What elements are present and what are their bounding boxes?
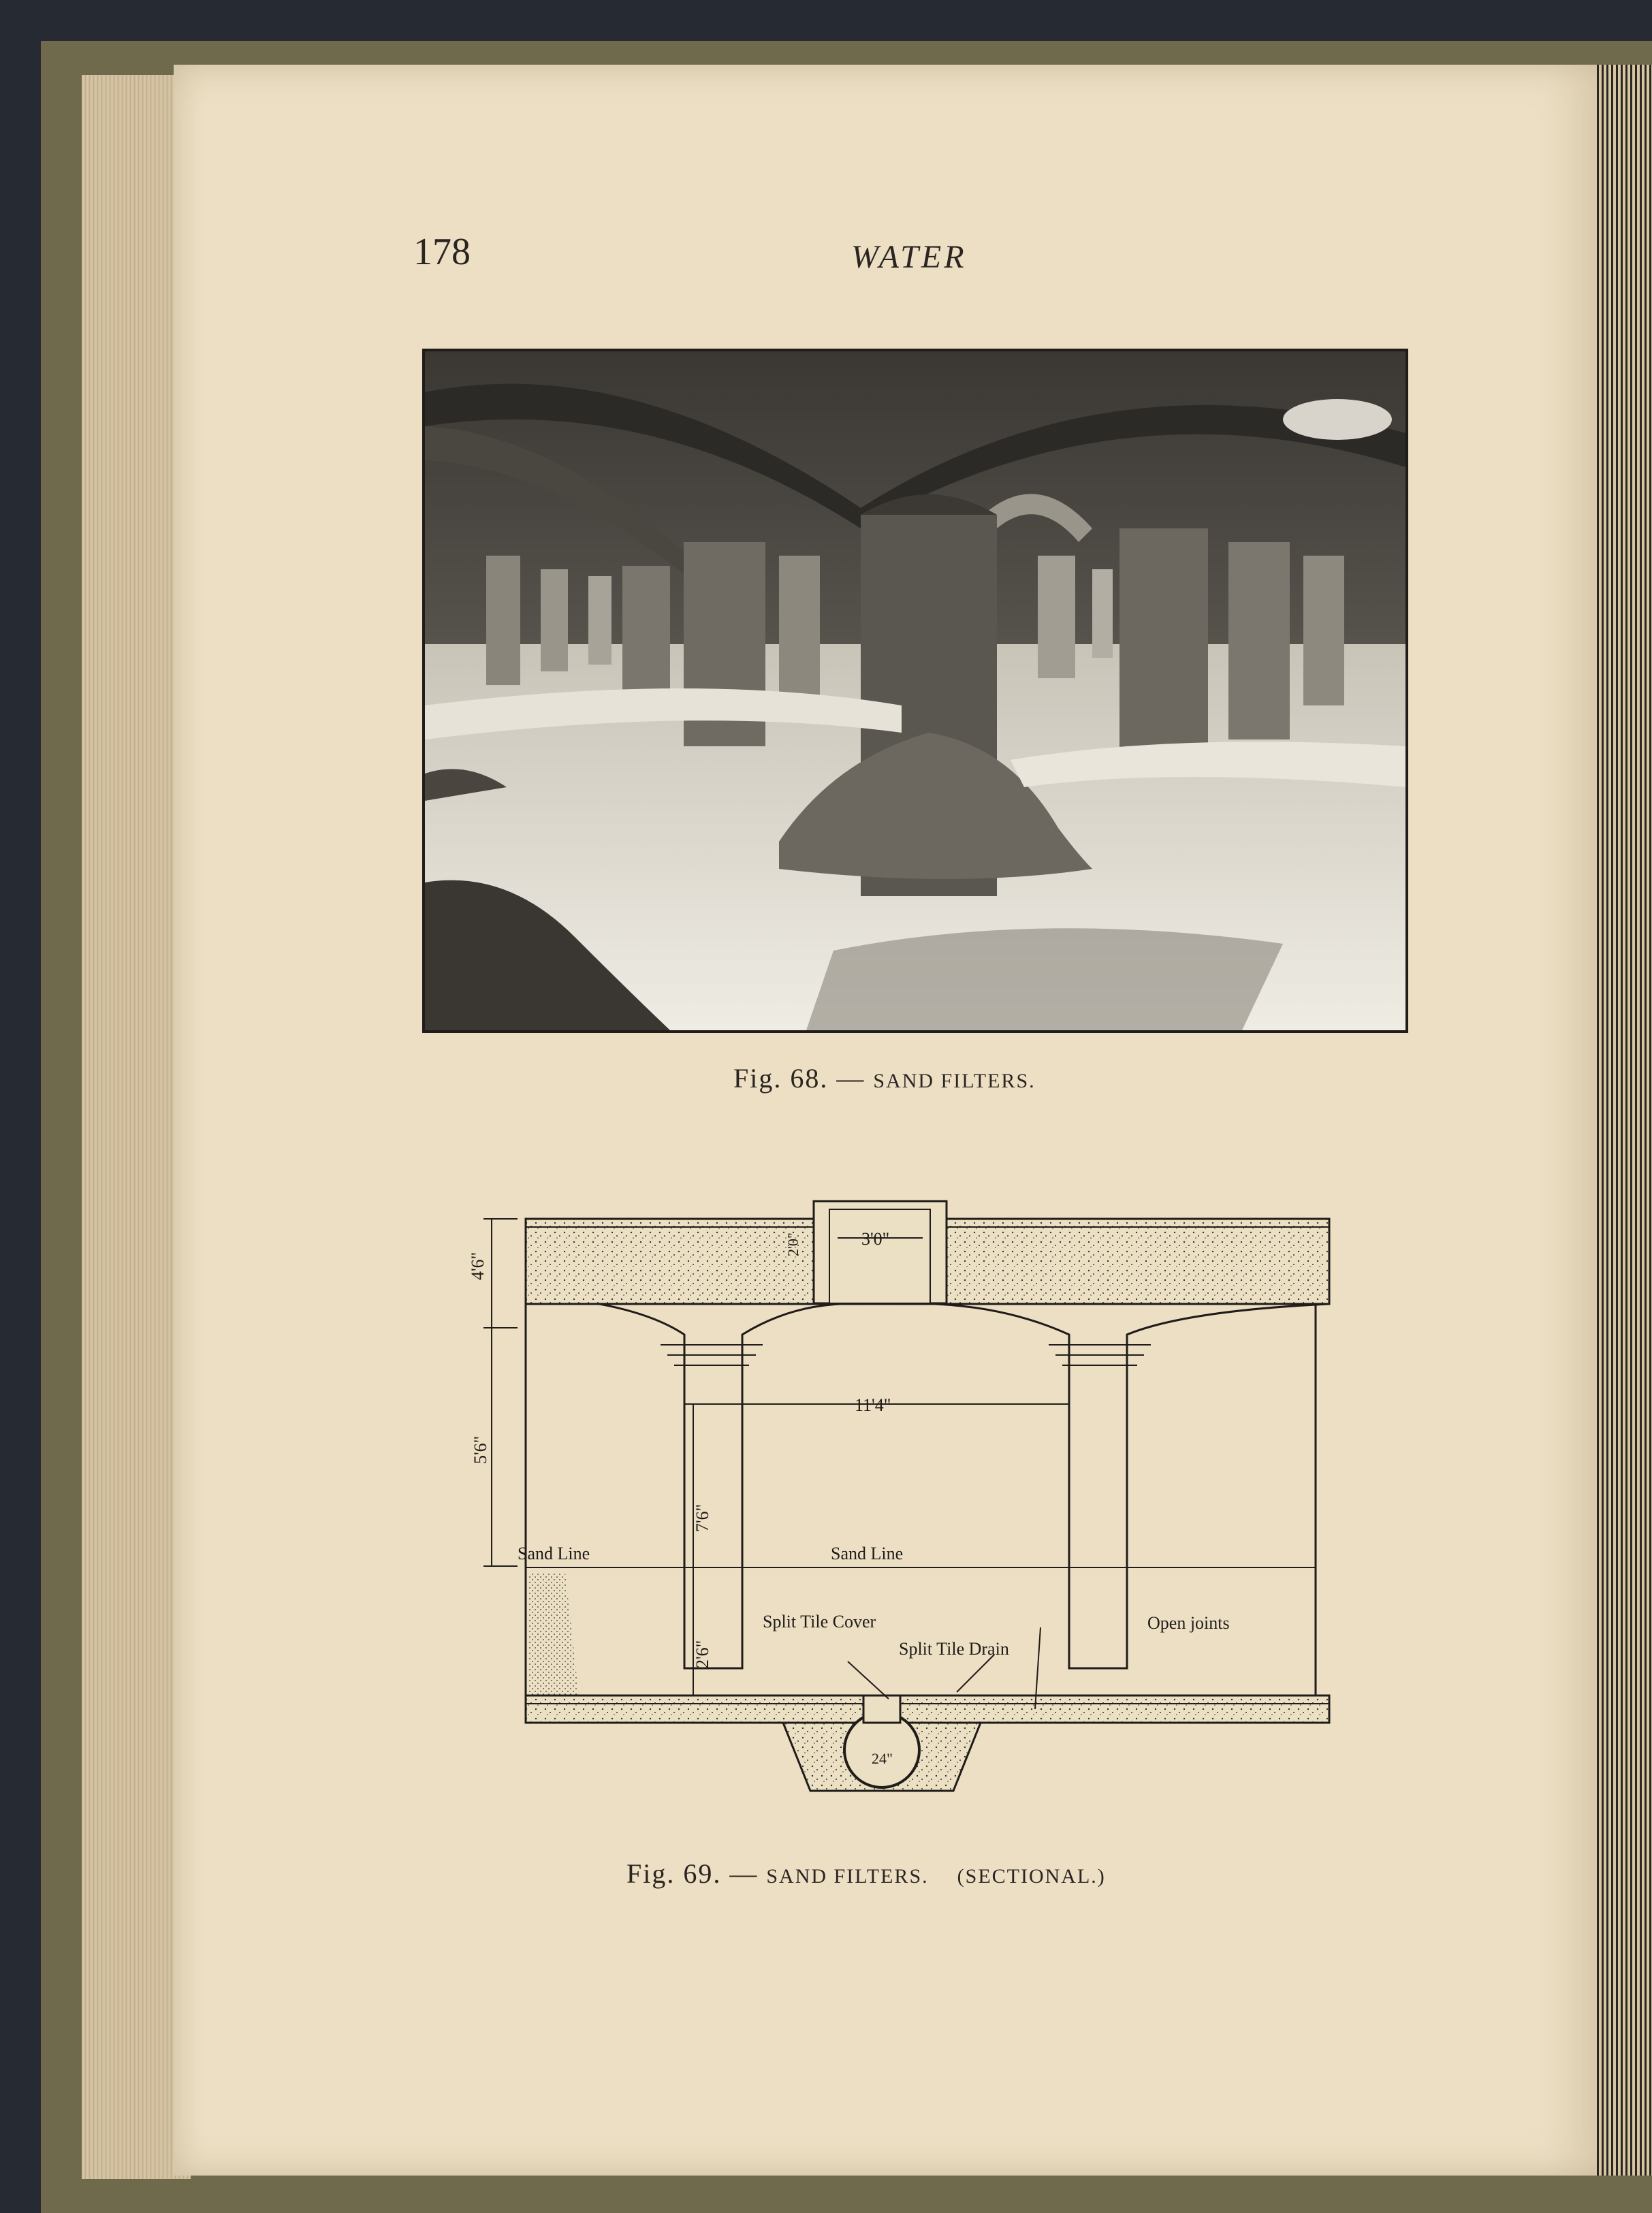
figure-69-caption — [626, 1858, 1106, 1890]
label-split-tile-cover: Split Tile Cover — [763, 1612, 876, 1631]
label-split-tile-drain: Split Tile Drain — [899, 1639, 1009, 1659]
dim-neck-height: 2'0" — [784, 1232, 801, 1256]
photograph-illustration — [425, 351, 1405, 1030]
figure-68-caption — [733, 1062, 1036, 1094]
sand-filter-section-diagram — [468, 1192, 1355, 1845]
figure-68-caption-prefix: Fig. 68. — — [733, 1063, 865, 1094]
dim-water-height: 7'6" — [693, 1503, 712, 1532]
dim-column-spacing: 11'4" — [855, 1395, 891, 1415]
label-sand-line-left: Sand Line — [518, 1544, 590, 1563]
figure-68-caption-title: SAND FILTERS. — [873, 1070, 1036, 1092]
facing-page-edge — [1597, 65, 1652, 2176]
dim-drain-diameter: 24" — [872, 1750, 893, 1767]
label-sand-line-center: Sand Line — [831, 1544, 904, 1563]
page-number: 178 — [413, 231, 471, 273]
running-head: WATER — [851, 239, 967, 275]
dim-manhole-width: 3'0" — [861, 1229, 890, 1249]
dim-sand-depth: 2'6" — [693, 1640, 712, 1668]
figure-69-caption-note: (SECTIONAL.) — [957, 1865, 1106, 1888]
label-open-joints: Open joints — [1147, 1613, 1230, 1633]
figure-69-caption-prefix: Fig. 69. — — [626, 1858, 759, 1889]
dim-column-height: 5'6" — [471, 1435, 490, 1464]
figure-69-caption-title: SAND FILTERS. — [766, 1865, 929, 1888]
section-drawing — [468, 1192, 1355, 1845]
dim-roof-depth: 4'6" — [468, 1252, 488, 1280]
sand-filters-photograph — [422, 349, 1408, 1033]
